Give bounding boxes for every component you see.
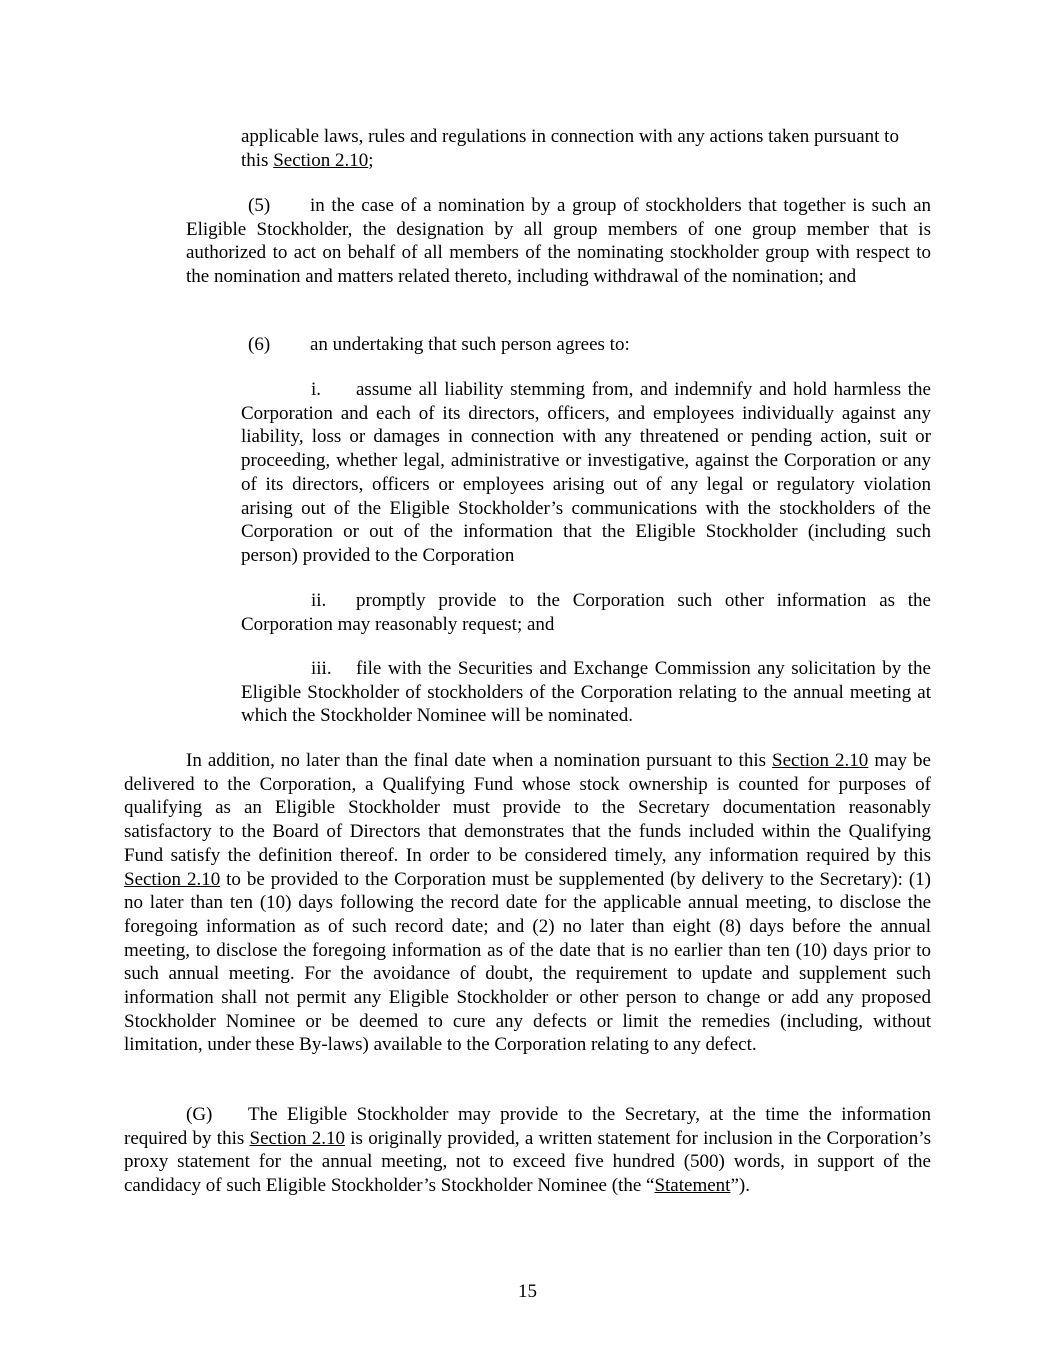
- item-5-text: in the case of a nomination by a group of stockholders that together is such an Eligible Stockholder, the designation by all group members of one group member that is authorized to act on behalf of all members of the nominating stockholder group with respect to the nomination and matters related thereto, including withdrawal of the nomination; and: [186, 195, 931, 288]
- paragraph-text: The Eligible Stockholder may provide to the Secretary, at the time the information required by this: [124, 1104, 931, 1149]
- item-5-paragraph: [186, 194, 931, 289]
- paragraph-text: ;: [368, 149, 374, 171]
- sub-item-iii-paragraph: [241, 657, 931, 728]
- paragraph-text: In addition, no later than the final date when a nomination pursuant to this: [186, 750, 773, 771]
- sub-item-ii-paragraph: [241, 589, 931, 636]
- paragraph-text: to be provided to the Corporation must be supplemented (by delivery to the Secretary): (1) no later than ten (10) days following the record date for the applicable annual meeting, to disclose the foregoing information as of such record date; and (2) no later than eight (8) days before the annual meeting, to disclose the foregoing information as of the date that is no earlier than ten (10) days prior to such annual meeting. For the avoidance of doubt, the requirement to update and supplement such information shall not permit any Eligible Stockholder or other person to change or add any proposed Stockholder Nominee or be deemed to cure any defects or limit the remedies (including, without limitation, under these By-laws) available to the Corporation relating to any defect.: [124, 868, 931, 1056]
- item-6-paragraph: [186, 333, 931, 357]
- sub-item-iii-text: file with the Securities and Exchange Commission any solicitation by the Eligible Stockholder of stockholders of the Corporation relating to the annual meeting at which the Stockholder Nominee will be nominated.: [241, 658, 931, 727]
- section-reference: Section 2.10: [249, 1127, 346, 1149]
- sub-item-i-label: i.: [311, 379, 322, 400]
- page-number: 15: [518, 1281, 537, 1302]
- paragraph-g: [124, 1103, 931, 1198]
- section-reference: Section 2.10: [273, 149, 369, 171]
- paragraph-text: ”).: [730, 1175, 750, 1197]
- paragraph-text: applicable laws, rules and regulations in connection with any actions taken pursuant to this: [241, 126, 899, 171]
- sub-item-i-text: assume all liability stemming from, and indemnify and hold harmless the Corporation and each of its directors, officers, and employees individually against any liability, loss or damages in connection with any threatened or pending action, suit or proceeding, whether legal, administrative or investigative, against the Corporation or any of its directors, officers or employees arising out of any legal or regulatory violation arising out of the Eligible Stockholder’s communications with the stockholders of the Corporation or out of the information that the Eligible Stockholder (including such person) provided to the Corporation: [241, 379, 931, 566]
- paragraph-text: is originally provided, a written statement for inclusion in the Corporation’s proxy statement for the annual meeting, not to exceed five hundred (500) words, in support of the candidacy of such Eligible Stockholder’s Stockholder Nominee (the “: [124, 1127, 931, 1197]
- paragraph-g-label: (G): [186, 1104, 213, 1125]
- sub-item-iii-label: iii.: [311, 658, 332, 679]
- sub-item-ii-text: promptly provide to the Corporation such other information as the Corporation may reasonably request; and: [241, 590, 931, 635]
- item-5-label: (5): [248, 195, 271, 216]
- paragraph-in-addition: [124, 749, 931, 1057]
- sub-item-ii-label: ii.: [311, 590, 327, 611]
- section-reference: Section 2.10: [124, 868, 221, 890]
- paragraph-applicable-laws: [241, 125, 931, 172]
- defined-term: Statement: [654, 1175, 731, 1197]
- paragraph-text: may be delivered to the Corporation, a Qualifying Fund whose stock ownership is counted for purposes of qualifying as an Eligible Stockholder must provide to the Secretary documentation reasonably satisfactory to the Board of Directors that demonstrates that the funds included within the Qualifying Fund satisfy the definition thereof. In order to be considered timely, any information required by this: [124, 750, 931, 866]
- section-reference: Section 2.10: [772, 750, 869, 771]
- item-6-text: an undertaking that such person agrees to:: [310, 334, 630, 355]
- item-6-label: (6): [248, 334, 271, 355]
- sub-item-i-paragraph: [241, 378, 931, 568]
